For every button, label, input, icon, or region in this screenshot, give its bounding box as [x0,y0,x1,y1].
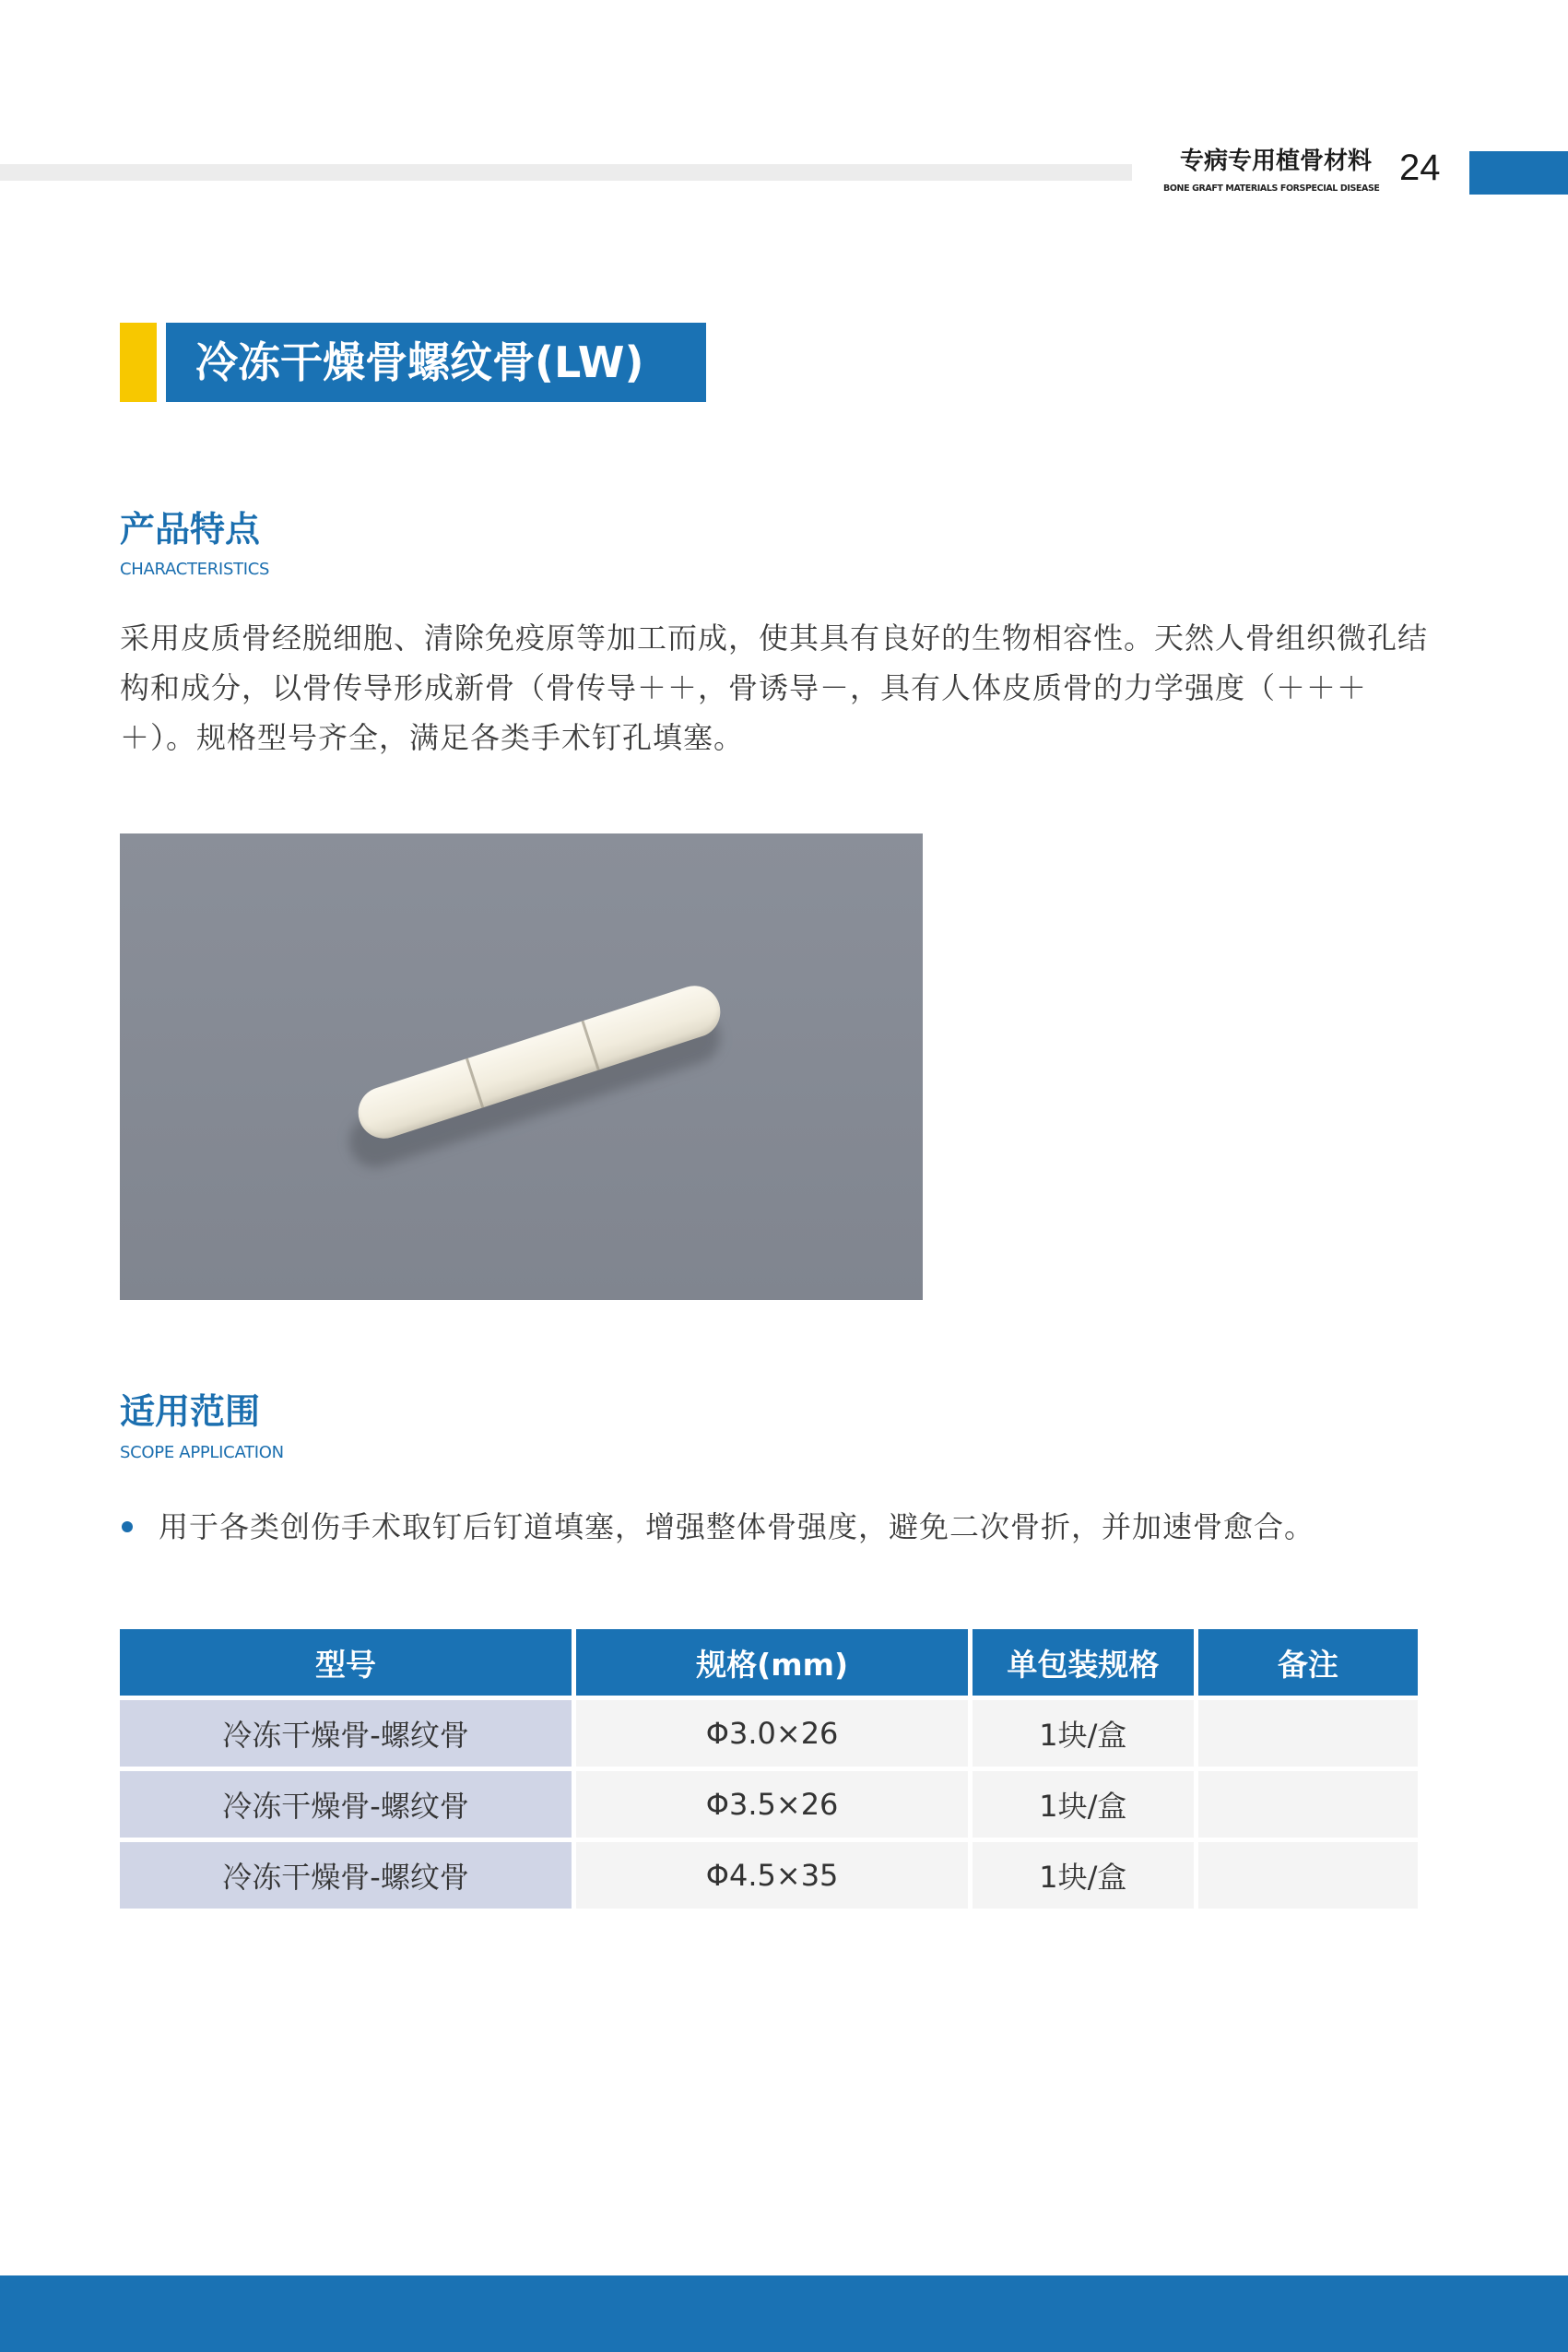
table-row [120,1771,1418,1838]
cell-spec: Φ3.5×26 [576,1771,968,1838]
header-color-block [1469,151,1568,195]
cell-model: 冷冻干燥骨-螺纹骨 [120,1771,572,1838]
table-header-row [120,1629,1418,1696]
scope-heading: 适用范围 [120,1391,261,1432]
product-photo [120,833,923,1300]
scope-bullet-text: 用于各类创伤手术取钉后钉道填塞，增强整体骨强度，避免二次骨折，并加速骨愈合。 [159,1509,1315,1544]
table-row [120,1842,1418,1909]
characteristics-text: 采用皮质骨经脱细胞、清除免疫原等加工而成，使其具有良好的生物相容性。天然人骨组织微孔结构和成分，以骨传导形成新骨（骨传导＋＋，骨诱导－，具有人体皮质骨的力学强度（＋＋＋＋）。规格型号齐全，满足各类手术钉孔填塞。 [120,621,1429,755]
footer-bar [0,2275,1568,2352]
characteristics-heading-en: CHARACTERISTICS [120,560,270,579]
cell-model: 冷冻干燥骨-螺纹骨 [120,1842,572,1909]
header-subtitle: BONE GRAFT MATERIALS FORSPECIAL DISEASE [1163,183,1380,194]
cell-remark [1198,1771,1418,1838]
spec-table [115,1625,1422,1913]
bullet-icon [122,1521,133,1532]
table-header-model: 型号 [120,1629,572,1696]
characteristics-heading: 产品特点 [120,509,261,550]
header-title: 专病专用植骨材料 [1179,148,1372,175]
cell-remark [1198,1700,1418,1767]
cell-spec: Φ4.5×35 [576,1842,968,1909]
table-header-remark: 备注 [1198,1629,1418,1696]
page-number: 24 [1399,148,1441,188]
product-title: 冷冻干燥骨螺纹骨(LW) [166,323,706,402]
bone-segment-line [582,1021,600,1070]
cell-remark [1198,1842,1418,1909]
table-row [120,1700,1418,1767]
table-header-spec: 规格(mm) [576,1629,968,1696]
cell-model: 冷冻干燥骨-螺纹骨 [120,1700,572,1767]
table-header-package: 单包装规格 [973,1629,1194,1696]
cell-package: 1块/盒 [973,1700,1194,1767]
header-rule [0,164,1132,181]
scope-heading-en: SCOPE APPLICATION [120,1443,284,1462]
bone-segment-line [466,1058,484,1108]
title-accent-bar [120,323,157,402]
cell-spec: Φ3.0×26 [576,1700,968,1767]
cell-package: 1块/盒 [973,1771,1194,1838]
cell-package: 1块/盒 [973,1842,1194,1909]
